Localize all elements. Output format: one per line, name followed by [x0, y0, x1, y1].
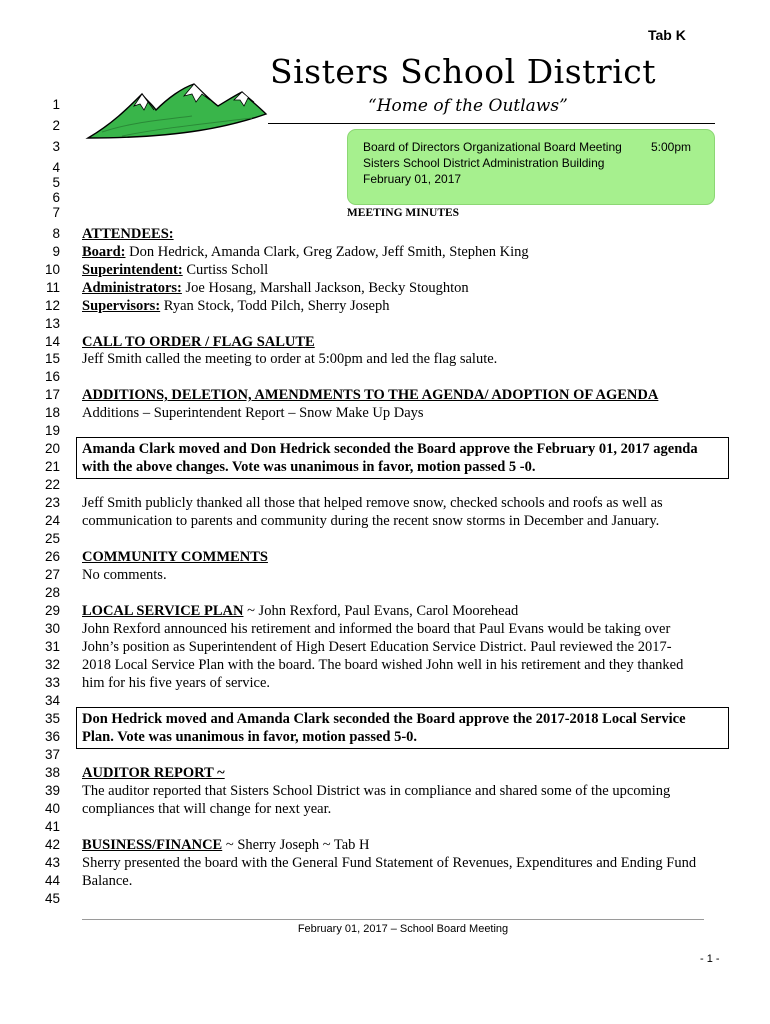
line-number: 11	[45, 280, 60, 295]
line-number: 24	[44, 513, 60, 528]
additions-heading: ADDITIONS, DELETION, AMENDMENTS TO THE AGENDA/ ADOPTION OF AGENDA	[82, 387, 659, 403]
line-number: 16	[44, 369, 60, 384]
line-number: 19	[44, 423, 60, 438]
line-number: 36	[44, 729, 60, 744]
line-number: 18	[44, 405, 60, 420]
meeting-time: 5:00pm	[651, 140, 692, 154]
motion2-line2: Plan. Vote was unanimous in favor, motion passed 5-0.	[82, 729, 418, 745]
local-service-line3: 2018 Local Service Plan with the board. The board wished John well in his retirement and they thanked	[82, 657, 684, 673]
line-number: 4	[52, 160, 60, 175]
line-number: 37	[44, 747, 60, 762]
motion2-line1: Don Hedrick moved and Amanda Clark seconded the Board approve the 2017-2018 Local Service	[82, 711, 686, 727]
superintendent-line	[82, 261, 268, 279]
district-motto: “Home of the Outlaws”	[368, 96, 568, 116]
call-to-order-text: Jeff Smith called the meeting to order at 5:00pm and led the flag salute.	[82, 351, 498, 367]
motion1-line1: Amanda Clark moved and Don Hedrick seconded the Board approve the February 01, 2017 agenda	[82, 441, 698, 457]
auditor-heading: AUDITOR REPORT ~	[82, 765, 225, 781]
board-members: Don Hedrick, Amanda Clark, Greg Zadow, Jeff Smith, Stephen King	[125, 244, 529, 260]
line-number: 41	[44, 819, 60, 834]
district-name: Sisters School District	[270, 52, 656, 91]
line-number: 22	[44, 477, 60, 492]
business-heading: BUSINESS/FINANCE	[82, 837, 223, 853]
superintendent-label: Superintendent:	[82, 262, 183, 278]
line-number: 32	[44, 657, 60, 672]
line-number: 15	[44, 351, 60, 366]
local-service-title-line	[82, 602, 518, 620]
page-number: - 1 -	[700, 953, 720, 965]
line-number: 26	[44, 549, 60, 564]
line-number: 6	[52, 190, 60, 205]
line-number: 13	[44, 316, 60, 331]
meeting-location: Sisters School District Administration Building	[363, 156, 605, 170]
line-number: 21	[44, 459, 60, 474]
administrators-line	[82, 279, 469, 297]
business-title-line	[82, 836, 370, 854]
line-number: 45	[44, 891, 60, 906]
board-line	[82, 243, 529, 261]
local-service-line2: John’s position as Superintendent of High Desert Education Service District. Paul reviewed the 2017-	[82, 639, 672, 655]
line-number: 9	[52, 244, 60, 259]
line-number: 2	[52, 118, 60, 133]
line-number: 20	[44, 441, 60, 456]
footer-text: February 01, 2017 – School Board Meeting	[297, 923, 509, 935]
thanks-line1: Jeff Smith publicly thanked all those that helped remove snow, checked schools and roofs as well as	[82, 495, 663, 511]
local-service-line1: John Rexford announced his retirement and informed the board that Paul Evans would be taking over	[82, 621, 671, 637]
supervisors-line	[82, 297, 389, 315]
local-service-line4: him for his five years of service.	[82, 675, 271, 691]
local-service-heading: LOCAL SERVICE PLAN	[82, 603, 244, 619]
local-service-people: ~ John Rexford, Paul Evans, Carol Moorehead	[243, 603, 519, 619]
line-number: 30	[44, 621, 60, 636]
meeting-date: February 01, 2017	[363, 172, 462, 186]
line-number: 7	[52, 205, 60, 220]
auditor-line2: compliances that will change for next year.	[82, 801, 332, 817]
line-number: 10	[44, 262, 60, 277]
business-line1: Sherry presented the board with the General Fund Statement of Revenues, Expenditures and Ending Fund	[82, 855, 697, 871]
line-number: 44	[44, 873, 60, 888]
line-number: 29	[44, 603, 60, 618]
line-number: 23	[44, 495, 60, 510]
footer-rule	[82, 919, 704, 920]
line-number: 25	[44, 531, 60, 546]
line-number: 27	[44, 567, 60, 582]
call-to-order-heading: CALL TO ORDER / FLAG SALUTE	[82, 334, 315, 350]
line-number: 8	[52, 226, 60, 241]
attendees-heading: ATTENDEES:	[82, 226, 174, 242]
supervisors-names: Ryan Stock, Todd Pilch, Sherry Joseph	[160, 298, 390, 314]
supervisors-label: Supervisors:	[82, 298, 161, 314]
line-number: 33	[44, 675, 60, 690]
business-people: ~ Sherry Joseph ~ Tab H	[222, 837, 370, 853]
line-number: 17	[44, 387, 60, 402]
line-number: 38	[44, 765, 60, 780]
superintendent-name: Curtiss Scholl	[182, 262, 269, 278]
mountain-logo-icon	[82, 80, 268, 150]
line-number: 3	[52, 139, 60, 154]
administrators-label: Administrators:	[82, 280, 182, 296]
community-text: No comments.	[82, 567, 167, 583]
tab-label: Tab K	[648, 27, 686, 43]
line-number: 40	[44, 801, 60, 816]
line-number: 28	[44, 585, 60, 600]
line-number: 39	[44, 783, 60, 798]
line-number: 14	[44, 334, 60, 349]
line-number: 1	[52, 97, 60, 112]
minutes-title: MEETING MINUTES	[346, 207, 460, 219]
administrators-names: Joe Hosang, Marshall Jackson, Becky Stoughton	[181, 280, 469, 296]
auditor-line1: The auditor reported that Sisters School District was in compliance and shared some of the upcoming	[82, 783, 671, 799]
board-label: Board:	[82, 244, 126, 260]
line-number: 35	[44, 711, 60, 726]
line-number: 34	[44, 693, 60, 708]
meeting-type: Board of Directors Organizational Board Meeting	[363, 140, 622, 154]
additions-text: Additions – Superintendent Report – Snow Make Up Days	[82, 405, 424, 421]
motion1-line2: with the above changes. Vote was unanimous in favor, motion passed 5 -0.	[82, 459, 536, 475]
thanks-line2: communication to parents and community during the recent snow storms in December and January.	[82, 513, 660, 529]
header-rule	[268, 123, 715, 124]
line-number: 5	[52, 175, 60, 190]
line-number: 12	[44, 298, 60, 313]
line-number: 31	[44, 639, 60, 654]
business-line2: Balance.	[82, 873, 133, 889]
meeting-info-box	[347, 129, 715, 205]
line-number: 42	[44, 837, 60, 852]
line-number: 43	[44, 855, 60, 870]
community-heading: COMMUNITY COMMENTS	[82, 549, 268, 565]
